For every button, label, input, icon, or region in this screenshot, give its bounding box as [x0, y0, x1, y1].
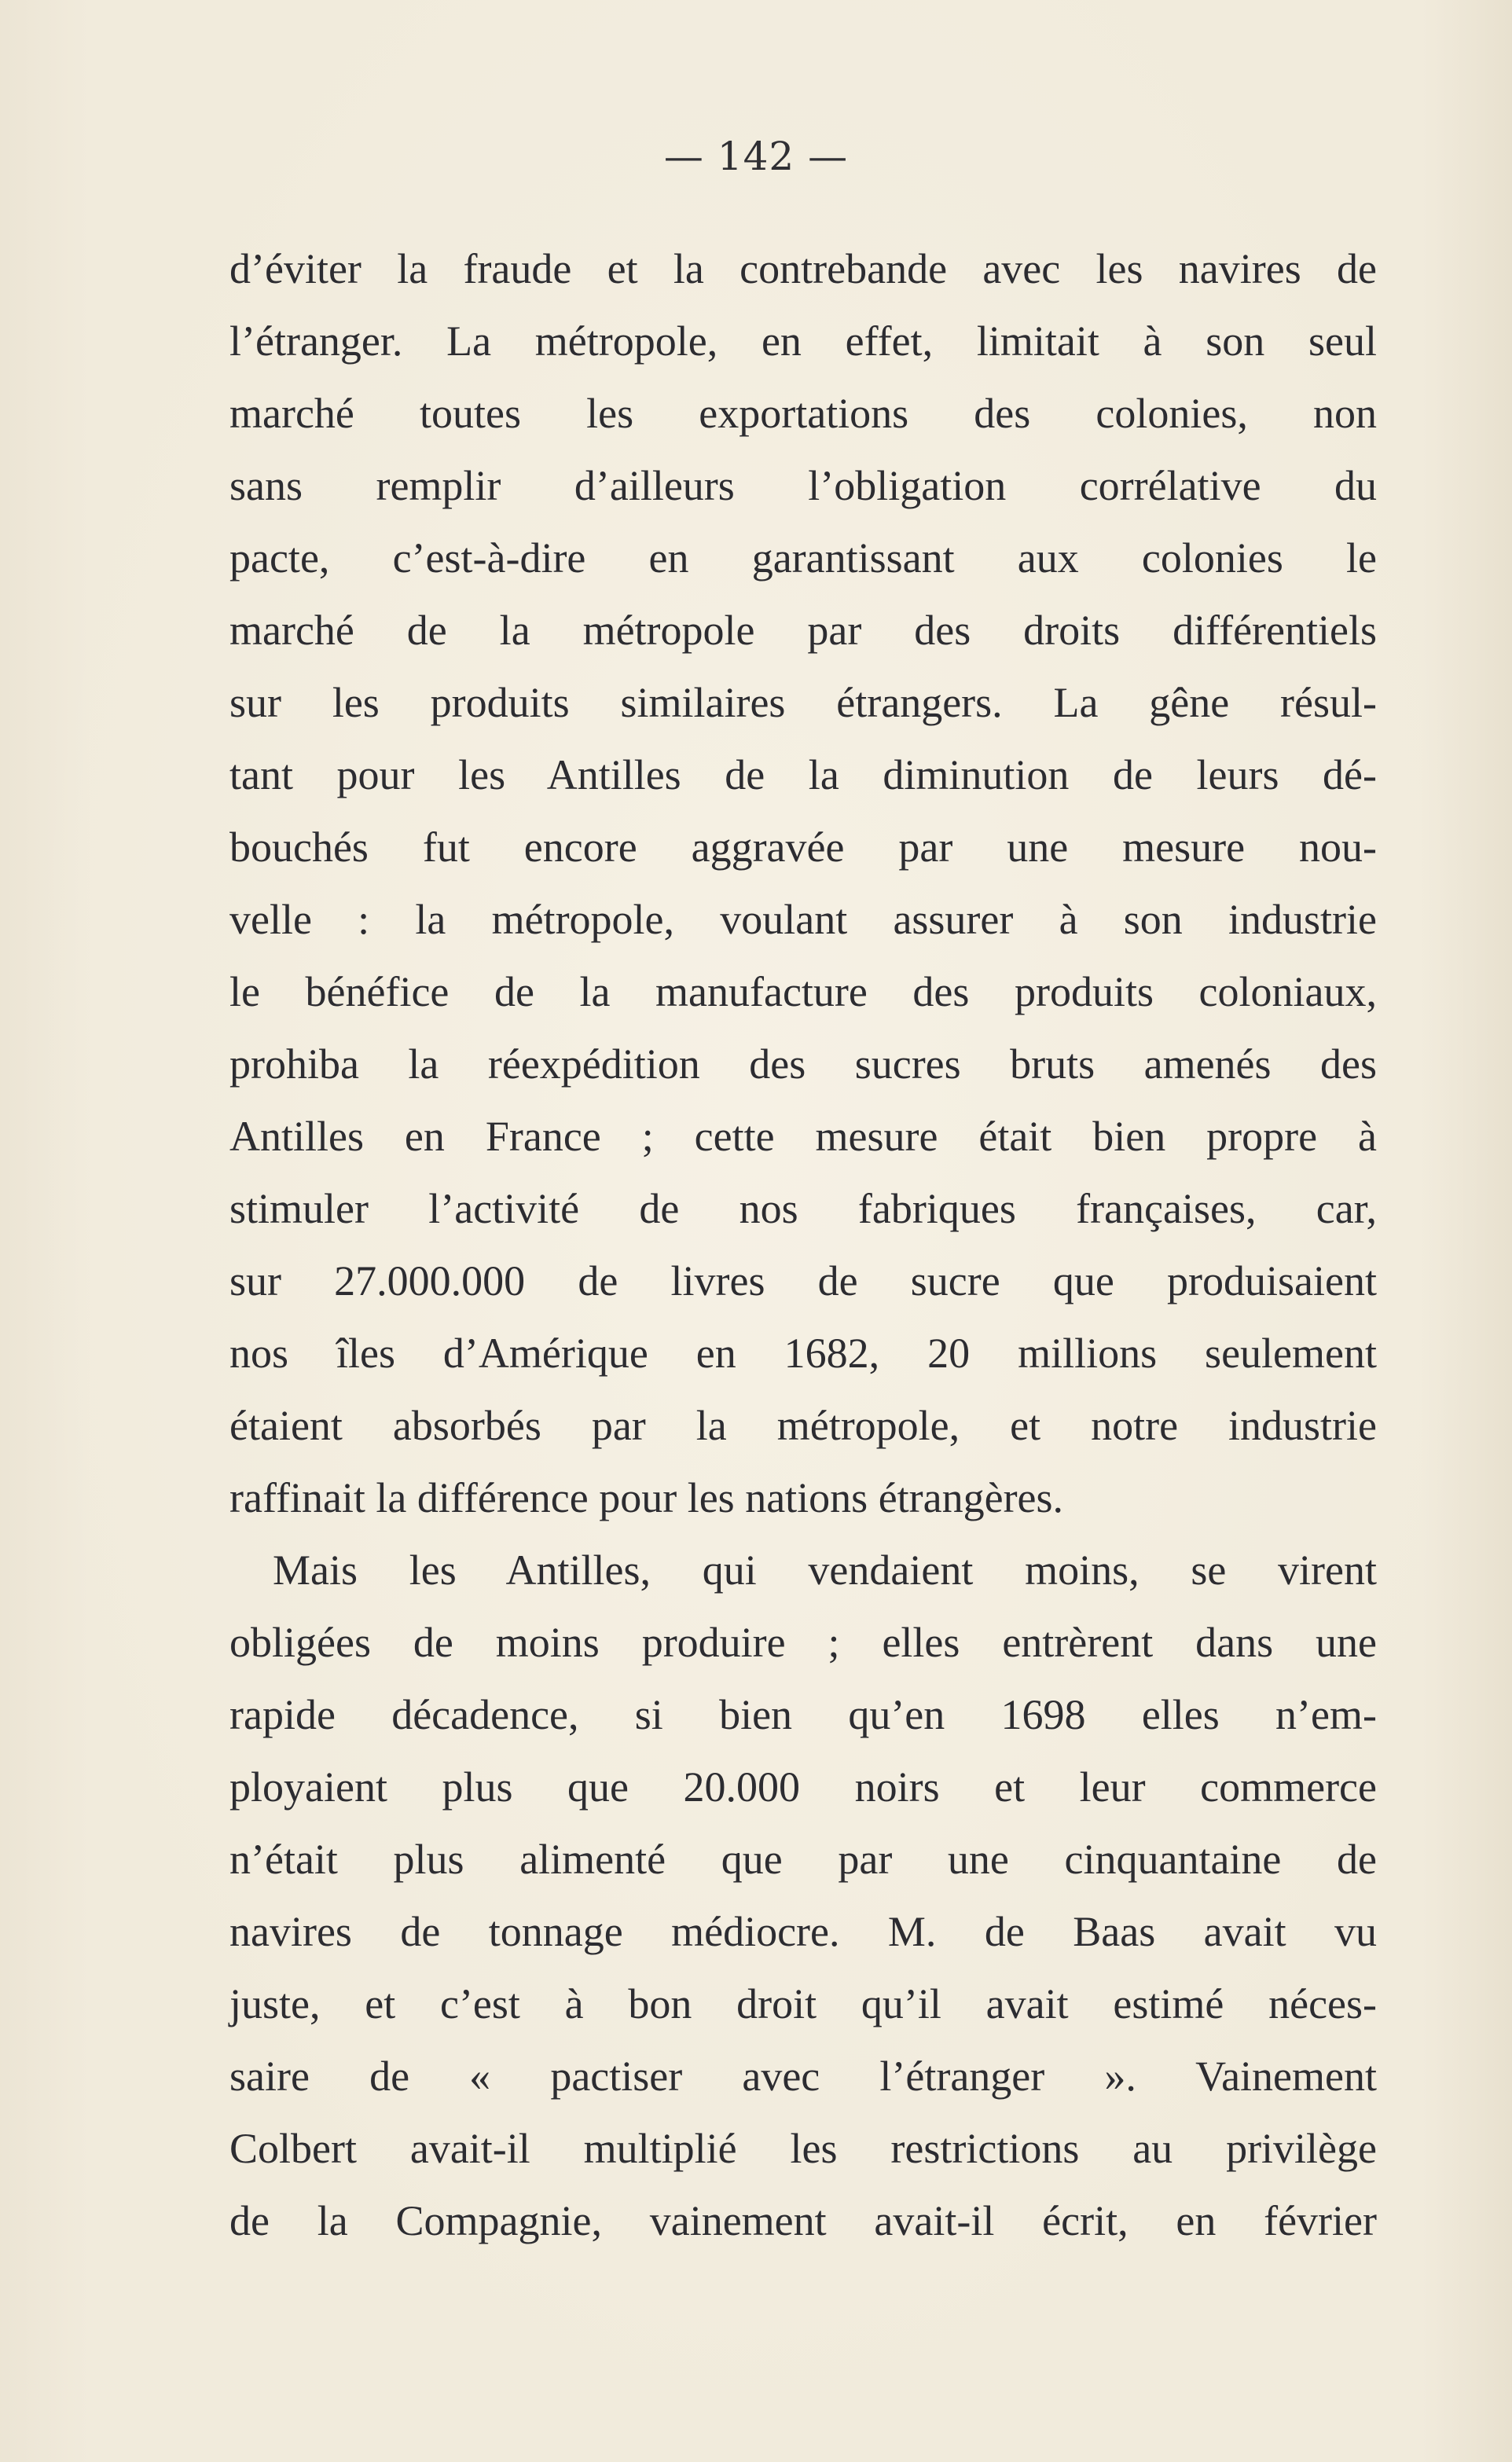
page-number: — 142 — — [663, 134, 849, 179]
body-text — [229, 233, 1377, 2257]
paragraph-start-line: Mais les Antilles, qui vendaient moins, se virent — [273, 1547, 1377, 1594]
paragraph-end-line: raffinait la différence pour les nations étrangères. — [229, 1474, 1064, 1521]
text-line: Antilles en France ; cette mesure était bien propre à — [229, 1113, 1377, 1160]
text-line: saire de « pactiser avec l’étranger ». Vainement — [229, 2053, 1377, 2100]
text-line: stimuler l’activité de nos fabriques françaises, car, — [229, 1185, 1377, 1232]
text-line: de la Compagnie, vainement avait-il écrit, en février — [229, 2197, 1377, 2244]
text-line: Colbert avait-il multiplié les restrictions au privilège — [229, 2125, 1377, 2172]
text-line: nos îles d’Amérique en 1682, 20 millions seulement — [229, 1330, 1377, 1377]
text-line: prohiba la réexpédition des sucres bruts amenés des — [229, 1040, 1377, 1088]
text-line: obligées de moins produire ; elles entrèrent dans une — [229, 1619, 1377, 1666]
text-line: tant pour les Antilles de la diminution de leurs dé- — [229, 751, 1377, 798]
text-line: rapide décadence, si bien qu’en 1698 elles n’em- — [229, 1691, 1377, 1738]
text-line: sur 27.000.000 de livres de sucre que produisaient — [229, 1257, 1377, 1304]
text-line: n’était plus alimenté que par une cinquantaine de — [229, 1836, 1377, 1883]
text-line: d’éviter la fraude et la contrebande avec les navires de — [229, 245, 1377, 292]
text-line: sans remplir d’ailleurs l’obligation corrélative du — [229, 462, 1377, 509]
text-line: marché toutes les exportations des colonies, non — [229, 390, 1377, 437]
text-line: sur les produits similaires étrangers. La gêne résul- — [229, 679, 1377, 726]
text-line: le bénéfice de la manufacture des produits coloniaux, — [229, 968, 1377, 1015]
text-line: l’étranger. La métropole, en effet, limitait à son seul — [229, 317, 1377, 365]
text-line: étaient absorbés par la métropole, et notre industrie — [229, 1402, 1377, 1449]
text-line: ployaient plus que 20.000 noirs et leur commerce — [229, 1763, 1377, 1811]
text-line: juste, et c’est à bon droit qu’il avait estimé néces- — [229, 1980, 1377, 2027]
text-line: navires de tonnage médiocre. M. de Baas avait vu — [229, 1908, 1377, 1955]
text-line: bouchés fut encore aggravée par une mesure nou- — [229, 824, 1377, 871]
text-line: velle : la métropole, voulant assurer à son industrie — [229, 896, 1377, 943]
text-line: pacte, c’est-à-dire en garantissant aux colonies le — [229, 534, 1377, 582]
text-line: marché de la métropole par des droits différentiels — [229, 607, 1377, 654]
